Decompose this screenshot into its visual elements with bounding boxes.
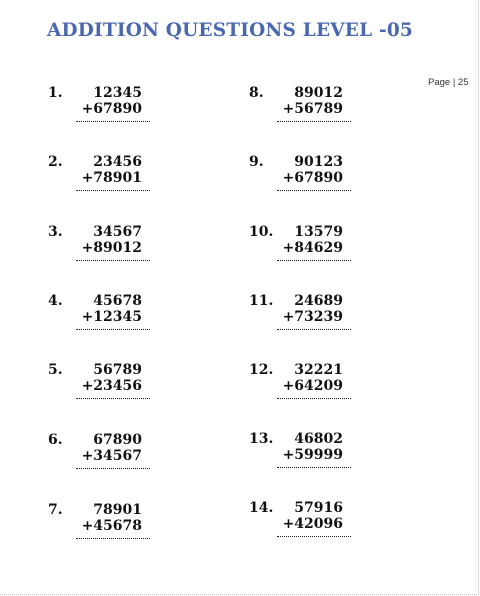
second-addend: +59999 bbox=[282, 447, 343, 463]
answer-line[interactable] bbox=[277, 536, 351, 537]
question-11 bbox=[249, 292, 369, 342]
answer-line[interactable] bbox=[76, 398, 150, 399]
answer-line[interactable] bbox=[76, 329, 150, 330]
second-addend: +78901 bbox=[81, 170, 142, 186]
question-number: 14. bbox=[249, 500, 274, 516]
question-7 bbox=[48, 501, 168, 551]
answer-line[interactable] bbox=[76, 538, 150, 539]
first-addend: 89012 bbox=[294, 85, 343, 101]
question-number: 4. bbox=[48, 293, 63, 309]
first-addend: 12345 bbox=[93, 85, 142, 101]
question-number: 2. bbox=[48, 154, 63, 170]
second-addend: +56789 bbox=[282, 101, 343, 117]
first-addend: 45678 bbox=[93, 293, 142, 309]
question-number: 11. bbox=[249, 293, 274, 309]
question-5 bbox=[48, 361, 168, 411]
answer-line[interactable] bbox=[277, 121, 351, 122]
second-addend: +42096 bbox=[282, 516, 343, 532]
first-addend: 78901 bbox=[93, 502, 142, 518]
question-10 bbox=[249, 223, 369, 273]
first-addend: 46802 bbox=[294, 431, 343, 447]
second-addend: +64209 bbox=[282, 378, 343, 394]
answer-line[interactable] bbox=[277, 329, 351, 330]
answer-line[interactable] bbox=[76, 468, 150, 469]
second-addend: +34567 bbox=[81, 448, 142, 464]
question-13 bbox=[249, 430, 369, 480]
question-number: 7. bbox=[48, 502, 63, 518]
second-addend: +89012 bbox=[81, 240, 142, 256]
question-12 bbox=[249, 361, 369, 411]
first-addend: 56789 bbox=[93, 362, 142, 378]
question-number: 10. bbox=[249, 224, 274, 240]
question-4 bbox=[48, 292, 168, 342]
answer-line[interactable] bbox=[76, 121, 150, 122]
second-addend: +23456 bbox=[81, 378, 142, 394]
first-addend: 24689 bbox=[294, 293, 343, 309]
question-number: 9. bbox=[249, 154, 264, 170]
question-14 bbox=[249, 499, 369, 549]
question-8 bbox=[249, 84, 369, 134]
question-number: 3. bbox=[48, 224, 63, 240]
first-addend: 57916 bbox=[294, 500, 343, 516]
worksheet-title: ADDITION QUESTIONS LEVEL -05 bbox=[47, 20, 413, 41]
second-addend: +67890 bbox=[282, 170, 343, 186]
first-addend: 67890 bbox=[93, 432, 142, 448]
question-2 bbox=[48, 153, 168, 203]
question-number: 8. bbox=[249, 85, 264, 101]
question-3 bbox=[48, 223, 168, 273]
answer-line[interactable] bbox=[277, 260, 351, 261]
question-number: 6. bbox=[48, 432, 63, 448]
first-addend: 90123 bbox=[294, 154, 343, 170]
question-6 bbox=[48, 431, 168, 481]
second-addend: +12345 bbox=[81, 309, 142, 325]
question-number: 12. bbox=[249, 362, 274, 378]
first-addend: 13579 bbox=[294, 224, 343, 240]
first-addend: 32221 bbox=[294, 362, 343, 378]
answer-line[interactable] bbox=[277, 467, 351, 468]
page-number: Page | 25 bbox=[428, 77, 469, 88]
question-9 bbox=[249, 153, 369, 203]
second-addend: +84629 bbox=[282, 240, 343, 256]
question-number: 5. bbox=[48, 362, 63, 378]
first-addend: 23456 bbox=[93, 154, 142, 170]
second-addend: +45678 bbox=[81, 518, 142, 534]
answer-line[interactable] bbox=[277, 190, 351, 191]
answer-line[interactable] bbox=[76, 260, 150, 261]
answer-line[interactable] bbox=[277, 398, 351, 399]
question-number: 13. bbox=[249, 431, 274, 447]
second-addend: +67890 bbox=[81, 101, 142, 117]
second-addend: +73239 bbox=[282, 309, 343, 325]
first-addend: 34567 bbox=[93, 224, 142, 240]
answer-line[interactable] bbox=[76, 190, 150, 191]
question-number: 1. bbox=[48, 85, 63, 101]
question-1 bbox=[48, 84, 168, 134]
